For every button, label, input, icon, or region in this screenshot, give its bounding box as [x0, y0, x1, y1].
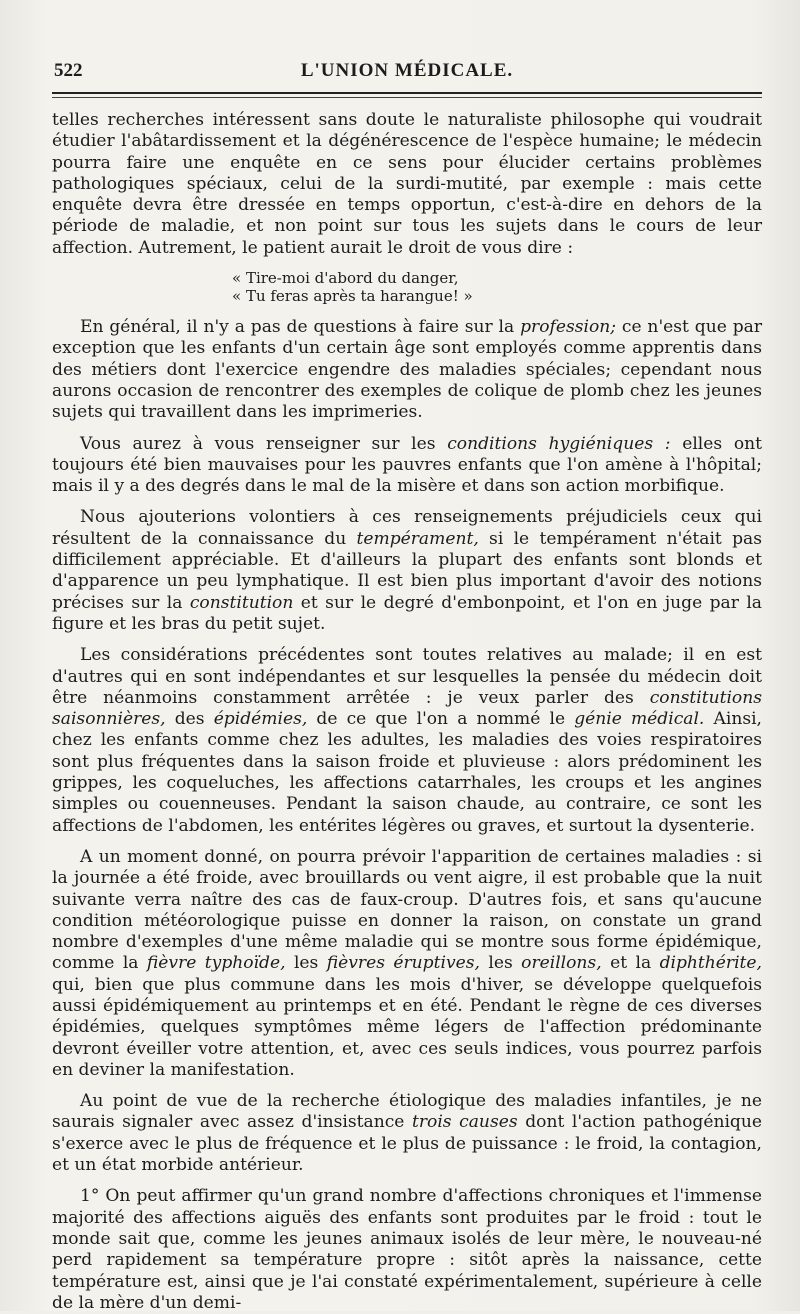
p6-emphasis-4: diphthérite,	[659, 953, 762, 974]
p5-text-a: Les considérations précédentes sont toutes relatives au malade; il en est d'autres qui en sont indépendantes et sur lesquelles la pensée du médecin doit être néanmoins constamment arrêtée : je veux parler des	[52, 645, 762, 708]
paragraph-7	[52, 1091, 762, 1176]
header-rule-thin	[52, 97, 762, 98]
p6-emphasis-1: fièvre typhoïde,	[146, 953, 286, 974]
p5-text-c: de ce que l'on a nommé le	[307, 709, 575, 730]
paragraph-5	[52, 645, 762, 837]
paragraph-1: telles recherches intéressent sans doute le naturaliste philosophe qui voudrait étudier l'abâtardissement et la dégénérescence de l'espèce humaine; le médecin pourra faire une enquête en ce sens pour élucider certains problèmes pathologiques spéciaux, celui de la surdi-mutité, par exemple : mais cette enquête devra être dressée en temps opportun, c'est-à-dire en dehors de la période de maladie, et non point sur tous les sujets dans le cours de leur affection. Autrement, le patient aurait le droit de vous dire :	[52, 110, 762, 258]
page-header	[52, 40, 762, 84]
p5-emphasis-2: épidémies,	[213, 709, 308, 730]
p3-text-b: elles ont toujours été bien mauvaises pour les pauvres enfants que l'on amène à l'hôpital; mais il y a des degrés dans le mal de la misère et dans son action morbifique.	[52, 433, 763, 497]
p3-emphasis: conditions hygiéniques :	[447, 433, 671, 454]
p7-text-a: Au point de vue de la recherche étiologique des maladies infantiles, je ne saurais signaler avec assez d'insistance	[52, 1091, 762, 1133]
header-rule	[52, 92, 762, 94]
p6-text-b: les	[285, 953, 327, 974]
p4-text-a: Nous ajouterions volontiers à ces renseignements préjudiciels ceux qui résultent de la connaissance du	[52, 507, 762, 549]
p6-text-c: les	[479, 953, 522, 974]
p5-text-b: des	[165, 709, 214, 730]
p4-text-c: et sur le degré d'embonpoint, et l'on en juge par la figure et les bras du petit sujet.	[52, 592, 763, 634]
p5-emphasis-3: génie médical.	[574, 709, 705, 730]
p2-text-b: ce n'est que par exception que les enfants d'un certain âge sont employés comme apprentis dans des métiers dont l'exercice engendre des maladies spéciales; cependant nous aurons occasion de rencontrer des exemples de colique de plomb chez les jeunes sujets qui travaillent dans les imprimeries.	[52, 317, 763, 423]
p6-emphasis-3: oreillons,	[521, 953, 602, 974]
p6-text-d: et la	[601, 953, 660, 974]
p2-text-a: En général, il n'y a pas de questions à faire sur la	[80, 317, 521, 338]
paragraph-6	[52, 847, 762, 1081]
paragraph-3	[52, 434, 762, 498]
p3-text-a: Vous aurez à vous renseigner sur les	[80, 433, 448, 454]
p7-emphasis: trois causes	[412, 1112, 518, 1133]
p4-emphasis-2: constitution	[189, 592, 294, 613]
p7-text-b: dont l'action pathogénique s'exerce avec le plus de fréquence et le plus de puissance : le froid, la contagion, et un état morbide antérieur.	[52, 1112, 762, 1176]
paragraph-4	[52, 507, 762, 635]
p4-emphasis-1: tempérament,	[356, 528, 479, 549]
page-number: 522	[54, 60, 83, 81]
p5-text-d: Ainsi, chez les enfants comme chez les adultes, les maladies des voies respiratoires sont plus fréquentes dans la saison froide et pluvieuse : alors prédominent les grippes, les coqueluches, les affections catarrhales, les croups et les angines simples ou couenneuses. Pendant la saison chaude, au contraire, ce sont les affections de l'abdomen, les entérites légères ou graves, et surtout la dysenterie.	[52, 709, 762, 836]
quote-line-1: « Tire-moi d'abord du danger,	[232, 269, 459, 288]
running-title: L'UNION MÉDICALE.	[300, 60, 514, 81]
body-text	[52, 110, 762, 1314]
paragraph-8: 1° On peut affirmer qu'un grand nombre d'affections chroniques et l'immense majorité des affections aiguës des enfants sont produites par le froid : tout le monde sait que, comme les jeunes animaux isolés de leur mère, le nouveau-né perd rapidement sa température propre : sitôt après la naissance, cette température est, ainsi que je l'ai constaté expérimentalement, supérieure à celle de la mère d'un demi-	[52, 1186, 762, 1313]
paragraph-2	[52, 317, 762, 423]
p6-text-a: A un moment donné, on pourra prévoir l'apparition de certaines maladies : si la journée a été froide, avec brouillards ou vent aigre, il est probable que la nuit suivante verra naître des cas de faux-croup. D'autres fois, et sans qu'aucune condition météorologique puisse en donner la raison, on constate un grand nombre d'exemples d'une même maladie qui se montre sous forme épidémique, comme la	[52, 846, 762, 974]
verse-quote	[232, 269, 762, 305]
quote-line-2: « Tu feras après ta harangue! »	[232, 287, 473, 306]
p5-emphasis-1: constitutions saisonnières,	[52, 687, 762, 730]
p6-emphasis-2: fièvres éruptives,	[326, 953, 480, 974]
p2-emphasis: profession;	[520, 317, 617, 338]
p4-text-b: si le tempérament n'était pas difficilement appréciable. Et d'ailleurs la plupart des enfants sont blonds et d'apparence un peu lymphatique. Il est bien plus important d'avoir des notions précises sur la	[52, 528, 762, 613]
p6-text-e: qui, bien que plus commune dans les mois d'hiver, se développe quelquefois aussi épidémiquement au printemps et en été. Pendant le règne de ces diverses épidémies, quelques symptômes même légers de l'affection prédominante devront éveiller votre attention, et, avec ces seuls indices, vous pourrez parfois en deviner la manifestation.	[52, 974, 762, 1080]
